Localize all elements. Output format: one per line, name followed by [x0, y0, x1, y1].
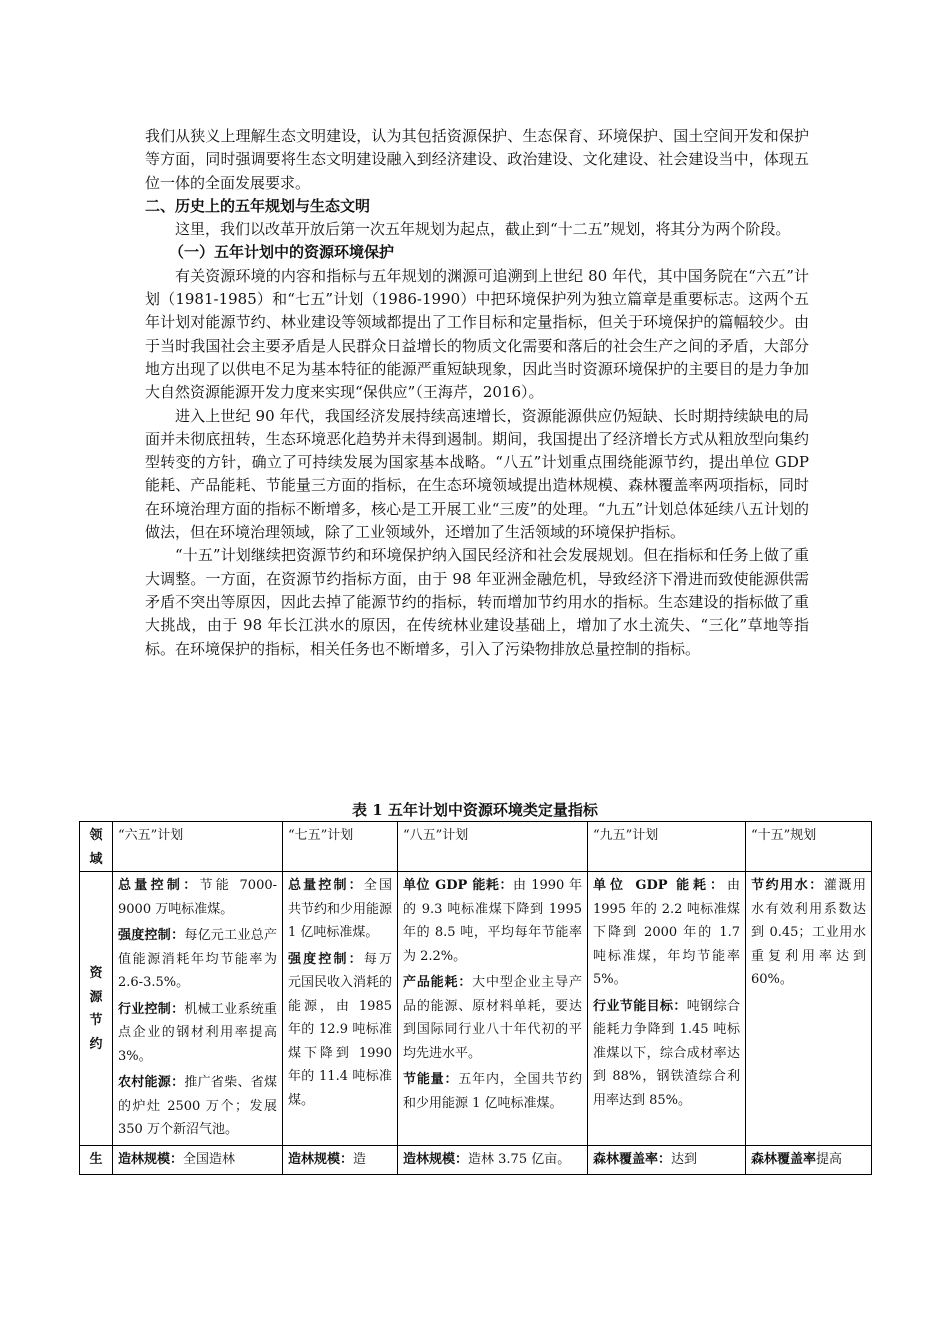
- paragraph-1990s: 进入上世纪 90 年代，我国经济发展持续高速增长，资源能源供应仍短缺、长时期持续缺电的局面并未彻底扭转，生态环境恶化趋势并未得到遏制。期间，我国提出了经济增长方式从粗放型向集约型转变的方针，确立了可持续发展为国家基本战略。“八五”计划重点围绕能源节约，提出单位 GDP 能耗、产品能耗、节能量三方面的指标，在生态环境领域提出造林规模、森林覆盖率两项指标，同时在环境治理方面的指标不断增多，核心是工开展工业“三废”的处理。“九五”计划总体延续八五计划的做法，但在环境治理领域，除了工业领域外，还增加了生活领域的环境保护指标。: [145, 406, 809, 542]
- item-label: 行业节能目标：: [593, 998, 687, 1014]
- header-plan-8: “八五”计划: [398, 822, 588, 872]
- cell-item: [751, 874, 866, 992]
- table-cell: [746, 872, 872, 1146]
- cell-item: [403, 971, 582, 1065]
- item-text: 提高: [816, 1151, 843, 1167]
- table-cell: [588, 872, 746, 1146]
- body-text: [145, 125, 809, 661]
- field-cell: 资 源 节 约: [80, 872, 113, 1146]
- section-heading: 二、历史上的五年规划与生态文明: [145, 196, 371, 215]
- item-label: 造林规模：: [118, 1151, 184, 1167]
- cell-item: [403, 1148, 582, 1172]
- cell-item: [118, 998, 277, 1069]
- item-label: 强度控制：: [118, 928, 185, 943]
- item-label: 单位 GDP 能耗：: [593, 878, 727, 893]
- item-label: 行业控制：: [118, 1001, 185, 1017]
- item-text: 每亿元工业总产值能源消耗年均节能率为 2.6-3.5%。: [118, 928, 277, 990]
- header-plan-7: “七五”计划: [283, 822, 398, 872]
- cell-item: [288, 948, 392, 1113]
- paragraph-ecological-definition: 我们从狭义上理解生态文明建设，认为其包括资源保护、生态保育、环境保护、国土空间开发和保护等方面，同时强调要将生态文明建设融入到经济建设、政治建设、文化建设、社会建设当中，体现五位一体的全面发展要求。: [145, 127, 809, 192]
- table-cell: [113, 1145, 283, 1175]
- item-text: 由 1990 年的 9.3 吨标准煤下降到 1995 年的 8.5 吨，平均每年节能率为 2.2%。: [403, 878, 582, 964]
- table-cell: [113, 872, 283, 1146]
- item-text: 造林 3.75 亿亩。: [468, 1151, 571, 1167]
- item-text: 由 1995 年的 2.2 吨标准煤下降到 2000 年的 1.7 吨标准煤，年均节能率 5%。: [593, 878, 740, 987]
- item-text: 节能 7000-9000 万吨标准煤。: [118, 878, 277, 917]
- item-label: 单位 GDP 能耗：: [403, 878, 514, 893]
- table-cell: [398, 872, 588, 1146]
- item-text: 五年内，全国共节约和少用能源 1 亿吨标准煤。: [403, 1072, 582, 1111]
- item-label: 造林规模：: [288, 1151, 354, 1167]
- cell-item: [118, 924, 277, 995]
- item-text: 大中型企业主导产品的能源、原材料单耗，要达到国际同行业八十年代初的平均先进水平。: [403, 975, 582, 1061]
- item-text: 推广省柴、省煤的炉灶 2500 万个；发展 350 万个新沼气池。: [118, 1075, 277, 1137]
- item-label: 森林覆盖率：: [593, 1151, 672, 1167]
- item-label: 总量控制：: [288, 878, 364, 893]
- cell-item: [118, 1071, 277, 1142]
- header-field: 领 域: [80, 822, 113, 872]
- table-header-row: [80, 822, 872, 872]
- table-cell: [398, 1145, 588, 1175]
- subsection-heading: （一）五年计划中的资源环境保护: [169, 243, 395, 262]
- cell-item: [118, 1148, 277, 1172]
- table-caption: 表 1 五年计划中资源环境类定量指标: [352, 801, 598, 819]
- cell-item: [288, 874, 392, 945]
- item-text: 达到: [671, 1151, 698, 1167]
- indicator-table: [79, 821, 872, 1175]
- cell-item: [751, 1148, 866, 1172]
- item-text: 全国共节约和少用能源 1 亿吨标准煤。: [288, 878, 393, 940]
- header-plan-6: “六五”计划: [113, 822, 283, 872]
- cell-item: [118, 874, 277, 921]
- paragraph-tenth-plan: “十五”计划继续把资源节约和环境保护纳入国民经济和社会发展规划。但在指标和任务上做了重大调整。一方面，在资源节约指标方面，由于 98 年亚洲金融危机，导致经济下滑进而致使能源供需矛盾不突出等原因，因此去掉了能源节约的指标，转而增加节约用水的指标。生态建设的指标做了重大挑战，由于 98 年长江洪水的原因，在传统林业建设基础上，增加了水土流失、“三化”草地等指标。在环境保护的指标，相关任务也不断增多，引入了污染物排放总量控制的指标。: [145, 546, 809, 658]
- cell-item: [593, 874, 740, 992]
- item-label: 产品能耗：: [403, 975, 473, 990]
- paragraph-1980s: 有关资源环境的内容和指标与五年规划的渊源可追溯到上世纪 80 年代，其中国务院在“六五”计划（1981-1985）和“七五”计划（1986-1990）中把环境保护列为独立篇章是重要标志。这两个五年计划对能源节约、林业建设等领域都提出了工作目标和定量指标，但关于环境保护的篇幅较少。由于当时我国社会主要矛盾是人民群众日益增长的物质文化需要和落后的社会生产之间的矛盾，大部分地方出现了以供电不足为基本特征的能源严重短缺现象，因此当时资源环境保护的主要目的是力争加大自然资源能源开发力度来实现“保供应”（王海芹，2016）。: [145, 266, 809, 402]
- item-label: 森林覆盖率: [751, 1151, 817, 1167]
- table-row: [80, 1145, 872, 1175]
- item-text: 吨钢综合能耗力争降到 1.45 吨标准煤以下，综合成材率达到 88%，钢铁渣综合利用率达到 85%。: [593, 998, 740, 1108]
- item-label: 总量控制：: [118, 878, 200, 893]
- table-cell: [283, 872, 398, 1146]
- table-cell: [746, 1145, 872, 1175]
- cell-item: [403, 1068, 582, 1115]
- item-text: 灌溉用水有效利用系数达到 0.45；工业用水重复利用率达到 60%。: [751, 878, 866, 987]
- cell-item: [593, 995, 740, 1113]
- cell-item: [288, 1148, 392, 1172]
- table-row: [80, 872, 872, 1146]
- table-cell: [283, 1145, 398, 1175]
- item-label: 节能量：: [403, 1072, 459, 1087]
- item-text: 造: [353, 1151, 367, 1167]
- field-cell: 生: [80, 1145, 113, 1175]
- item-label: 农村能源：: [118, 1075, 185, 1090]
- item-text: 每万元国民收入消耗的能源，由 1985 年的 12.9 吨标准煤下降到 1990 年的 11.4 吨标准煤。: [288, 951, 393, 1108]
- cell-item: [593, 1148, 740, 1172]
- item-label: 强度控制：: [288, 951, 364, 967]
- item-text: 全国造林: [183, 1151, 236, 1167]
- header-plan-10: “十五”规划: [746, 822, 872, 872]
- cell-item: [403, 874, 582, 968]
- item-label: 造林规模：: [403, 1151, 469, 1167]
- item-text: 机械工业系统重点企业的钢材利用率提高 3%。: [118, 1001, 277, 1064]
- header-plan-9: “九五”计划: [588, 822, 746, 872]
- table-cell: [588, 1145, 746, 1175]
- paragraph-intro: 这里，我们以改革开放后第一次五年规划为起点，截止到“十二五”规划，将其分为两个阶段。: [175, 220, 791, 239]
- item-label: 节约用水：: [751, 878, 824, 893]
